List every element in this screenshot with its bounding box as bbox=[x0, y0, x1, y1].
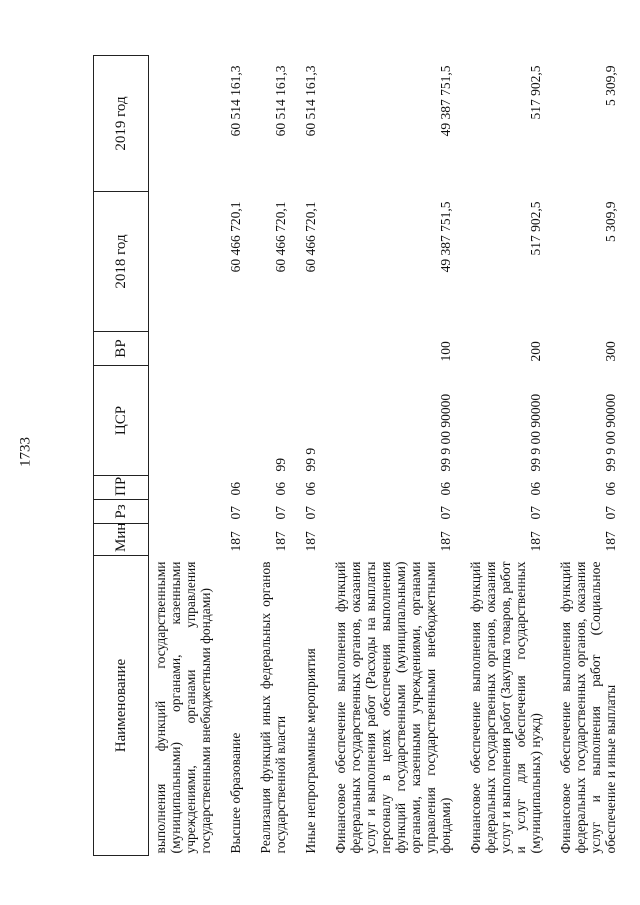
row-rz: 07 bbox=[273, 506, 288, 520]
row-min: 187 bbox=[603, 531, 618, 552]
row-min: 187 bbox=[438, 531, 453, 552]
row-2019: 60 514 161,3 bbox=[273, 65, 288, 137]
row-name: Финансовое обеспечение выполнения функций федеральных государственных органов, оказания услуг и выполнения работ (Закупка товаров, работ и услуг для обеспечения государственных (муниципальных) нужд) bbox=[468, 561, 543, 854]
row-2018: 49 387 751,5 bbox=[438, 201, 453, 273]
row-2018: 60 466 720,1 bbox=[273, 201, 288, 273]
table-row bbox=[321, 56, 456, 856]
row-csr bbox=[149, 366, 217, 476]
row-min: 187 bbox=[273, 531, 288, 552]
header-rz: Рз bbox=[94, 500, 149, 524]
header-csr: ЦСР bbox=[94, 366, 149, 476]
row-2018: 517 902,5 bbox=[528, 201, 543, 256]
row-min: 187 bbox=[228, 531, 243, 552]
rotated-table-wrapper bbox=[93, 56, 619, 856]
header-2018: 2018 год bbox=[94, 192, 149, 332]
header-min: Мин bbox=[94, 524, 149, 556]
row-name: Иные непрограммные мероприятия bbox=[303, 648, 318, 854]
row-pr: 06 bbox=[228, 482, 243, 496]
row-vr: 100 bbox=[438, 341, 453, 362]
row-2019: 5 309,9 bbox=[603, 65, 618, 106]
header-2019: 2019 год bbox=[94, 56, 149, 192]
row-2018: 5 309,9 bbox=[603, 201, 618, 242]
row-csr: 99 9 00 90000 bbox=[438, 393, 453, 472]
row-vr: 300 bbox=[603, 341, 618, 362]
row-rz: 07 bbox=[528, 506, 543, 520]
row-pr: 06 bbox=[603, 482, 618, 496]
row-rz: 07 bbox=[438, 506, 453, 520]
header-vr: ВР bbox=[94, 332, 149, 366]
row-vr bbox=[246, 332, 291, 366]
row-vr bbox=[216, 332, 246, 366]
row-csr: 99 9 bbox=[303, 447, 318, 472]
row-min: 187 bbox=[303, 531, 318, 552]
row-name: выполнения функций государственными (муниципальными) органами, казенными учреждениями, органами управления государственными внебюджетными фондами) bbox=[153, 561, 213, 854]
header-row bbox=[94, 56, 149, 856]
row-2019: 49 387 751,5 bbox=[438, 65, 453, 137]
row-name: Финансовое обеспечение выполнения функций федеральных государственных органов, оказания услуг и выполнения работ (Расходы на выплаты персоналу в целях обеспечения выполнения функций государственными (муниципальными) органами, казенными учреждениями, органами управления государственными внебюджетными фондами) bbox=[333, 561, 453, 854]
row-vr bbox=[149, 332, 217, 366]
row-2019: 517 902,5 bbox=[528, 65, 543, 120]
row-pr: 06 bbox=[438, 482, 453, 496]
row-vr bbox=[291, 332, 321, 366]
row-rz: 07 bbox=[228, 506, 243, 520]
row-2019: 60 514 161,3 bbox=[228, 65, 243, 137]
row-pr: 06 bbox=[273, 482, 288, 496]
row-rz: 07 bbox=[303, 506, 318, 520]
row-pr: 06 bbox=[528, 482, 543, 496]
row-2018: 60 466 720,1 bbox=[303, 201, 318, 273]
row-rz bbox=[149, 500, 217, 524]
row-pr bbox=[149, 476, 217, 500]
row-pr: 06 bbox=[303, 482, 318, 496]
row-min bbox=[149, 524, 217, 556]
table-row bbox=[456, 56, 546, 856]
page-number: 1733 bbox=[17, 437, 34, 467]
row-2018 bbox=[149, 192, 217, 332]
table-row bbox=[291, 56, 321, 856]
row-min: 187 bbox=[528, 531, 543, 552]
row-name: Высшее образование bbox=[228, 732, 243, 854]
row-csr bbox=[216, 366, 246, 476]
row-rz: 07 bbox=[603, 506, 618, 520]
table-row bbox=[546, 56, 621, 856]
row-name: Реализация функций иных федеральных органов государственной власти bbox=[258, 561, 288, 854]
header-pr: ПР bbox=[94, 476, 149, 500]
table-row bbox=[246, 56, 291, 856]
row-2019: 60 514 161,3 bbox=[303, 65, 318, 137]
row-csr: 99 9 00 90000 bbox=[528, 393, 543, 472]
row-2019 bbox=[149, 56, 217, 192]
row-csr: 99 bbox=[273, 458, 288, 472]
table-row bbox=[216, 56, 246, 856]
budget-table bbox=[93, 55, 621, 856]
row-2018: 60 466 720,1 bbox=[228, 201, 243, 273]
row-csr: 99 9 00 90000 bbox=[603, 393, 618, 472]
table-row bbox=[149, 56, 217, 856]
header-name: Наименование bbox=[94, 556, 149, 856]
row-vr: 200 bbox=[528, 341, 543, 362]
row-name: Финансовое обеспечение выполнения функций федеральных государственных органов, оказания услуг и выполнения работ (Социальное обеспечение и иные выплаты bbox=[558, 561, 618, 854]
